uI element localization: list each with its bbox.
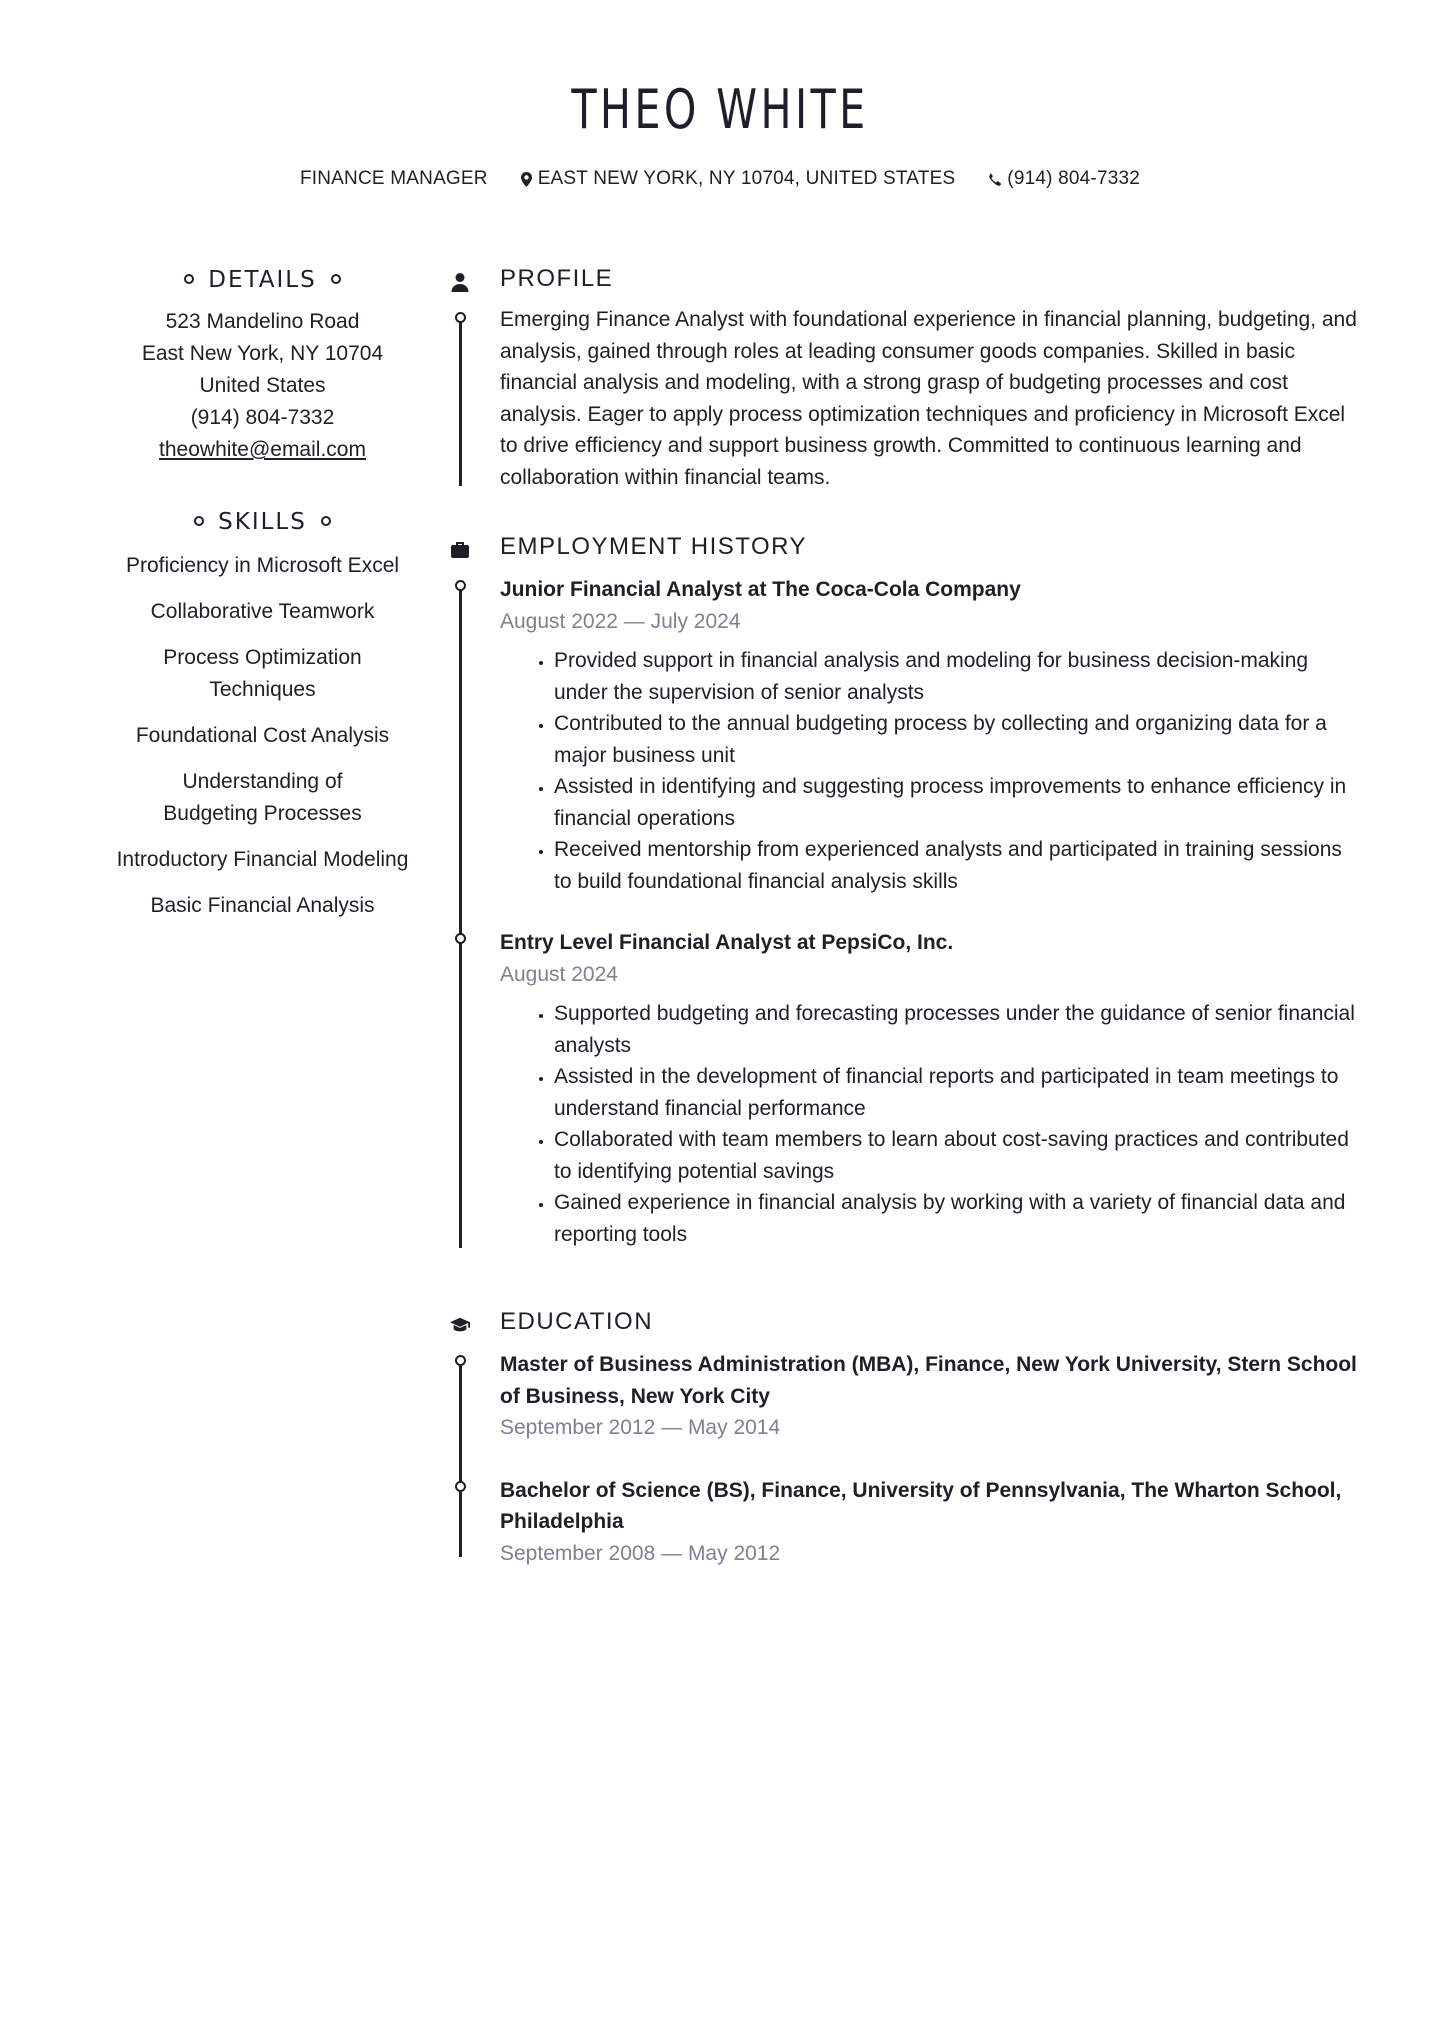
person-icon	[450, 272, 470, 292]
profile-text: Emerging Finance Analyst with foundational experience in financial planning, budgeting, and analysis, gained through roles at leading consumer goods companies. Skilled in basic financial analysis and modeling, with a strong grasp of budgeting processes and cost analysis. Eager to apply process optimization techniques and proficiency in Microsoft Excel to drive efficiency and support business growth. Committed to continuous learning and collaboration within financial teams.	[500, 308, 1357, 489]
ring-icon	[321, 516, 331, 526]
skill-item: Foundational Cost Analysis	[135, 724, 390, 747]
graduation-cap-icon	[450, 1315, 470, 1335]
education-entry	[440, 1349, 1360, 1444]
job-entry	[440, 927, 1360, 1250]
timeline-dot	[455, 1355, 466, 1366]
skills-heading: SKILLS	[90, 504, 435, 540]
skill-item: Basic Financial Analysis	[150, 894, 375, 917]
address-country: United States	[199, 374, 326, 397]
degree-dates: September 2012 — May 2014	[500, 1416, 781, 1439]
skill-item: Collaborative Teamwork	[150, 600, 375, 623]
employment-section	[440, 530, 1360, 1305]
degree-dates: September 2008 — May 2012	[500, 1541, 781, 1565]
phone-icon	[988, 173, 1001, 186]
education-heading: EDUCATION	[500, 1308, 654, 1335]
header-phone: (914) 804-7332	[1007, 168, 1141, 189]
left-column	[90, 262, 435, 936]
education-section	[440, 1305, 1360, 1569]
details-phone: (914) 804-7332	[190, 406, 335, 429]
skill-item: Proficiency in Microsoft Excel	[125, 554, 400, 577]
job-bullet: • Contributed to the annual budgeting process by collecting and organizing data for a major business unit	[554, 708, 1360, 771]
timeline-line	[459, 314, 462, 486]
skill-item: Process Optimization Techniques	[163, 646, 362, 701]
job-bullet: • Provided support in financial analysis and modeling for business decision-making under the supervision of senior analysts	[554, 645, 1360, 708]
job-bullet: • Supported budgeting and forecasting processes under the guidance of senior financial analysts	[554, 998, 1360, 1061]
job-bullet: • Received mentorship from experienced analysts and participated in training sessions to build foundational financial analysis skills	[554, 834, 1360, 897]
location-group	[521, 168, 956, 190]
degree-title: Bachelor of Science (BS), Finance, University of Pennsylvania, The Wharton School, Philadelphia	[500, 1478, 1342, 1533]
degree-title: Master of Business Administration (MBA), Finance, New York University, Stern School of Business, New York City	[500, 1353, 1357, 1408]
details-block	[90, 306, 435, 466]
education-entry	[440, 1475, 1360, 1570]
address-line-1: 523 Mandelino Road	[165, 310, 360, 333]
job-bullet: • Assisted in identifying and suggesting process improvements to enhance efficiency in financial operations	[554, 771, 1360, 834]
job-entry	[440, 574, 1360, 897]
job-dates: August 2022 — July 2024	[500, 609, 741, 633]
timeline-dot	[455, 1481, 466, 1492]
header-location: EAST NEW YORK, NY 10704, UNITED STATES	[537, 168, 956, 189]
address-line-2: East New York, NY 10704	[141, 342, 384, 365]
employment-heading: EMPLOYMENT HISTORY	[500, 533, 808, 560]
skill-item: Introductory Financial Modeling	[116, 848, 409, 871]
briefcase-icon	[450, 540, 470, 560]
ring-icon	[184, 274, 194, 284]
email-link[interactable]: theowhite@email.com	[159, 438, 366, 461]
job-bullet: • Gained experience in financial analysis by working with a variety of financial data and reporting tools	[554, 1187, 1360, 1250]
timeline-dot	[455, 933, 466, 944]
skills-list	[90, 550, 435, 922]
job-bullet: • Collaborated with team members to learn about cost-saving practices and contributed to identifying potential savings	[554, 1124, 1360, 1187]
skill-item: Understanding of Budgeting Processes	[163, 770, 362, 825]
job-dates: August 2024	[500, 962, 618, 986]
timeline-dot	[455, 312, 466, 323]
job-bullets	[500, 645, 1360, 897]
location-pin-icon	[521, 172, 532, 187]
phone-group	[988, 168, 1140, 190]
profile-section	[440, 262, 1360, 530]
details-heading: DETAILS	[90, 262, 435, 298]
ring-icon	[194, 516, 204, 526]
header-subline	[0, 168, 1440, 190]
job-bullets	[500, 998, 1360, 1250]
job-title: FINANCE MANAGER	[299, 168, 488, 190]
profile-heading: PROFILE	[500, 265, 614, 292]
job-title: Entry Level Financial Analyst at PepsiCo, Inc.	[500, 931, 954, 954]
job-title: Junior Financial Analyst at The Coca-Cola Company	[500, 578, 1021, 601]
candidate-name: THEO WHITE	[571, 78, 869, 141]
ring-icon	[331, 274, 341, 284]
right-column	[440, 262, 1360, 1569]
job-bullet: • Assisted in the development of financial reports and participated in team meetings to understand financial performance	[554, 1061, 1360, 1124]
timeline-dot	[455, 580, 466, 591]
